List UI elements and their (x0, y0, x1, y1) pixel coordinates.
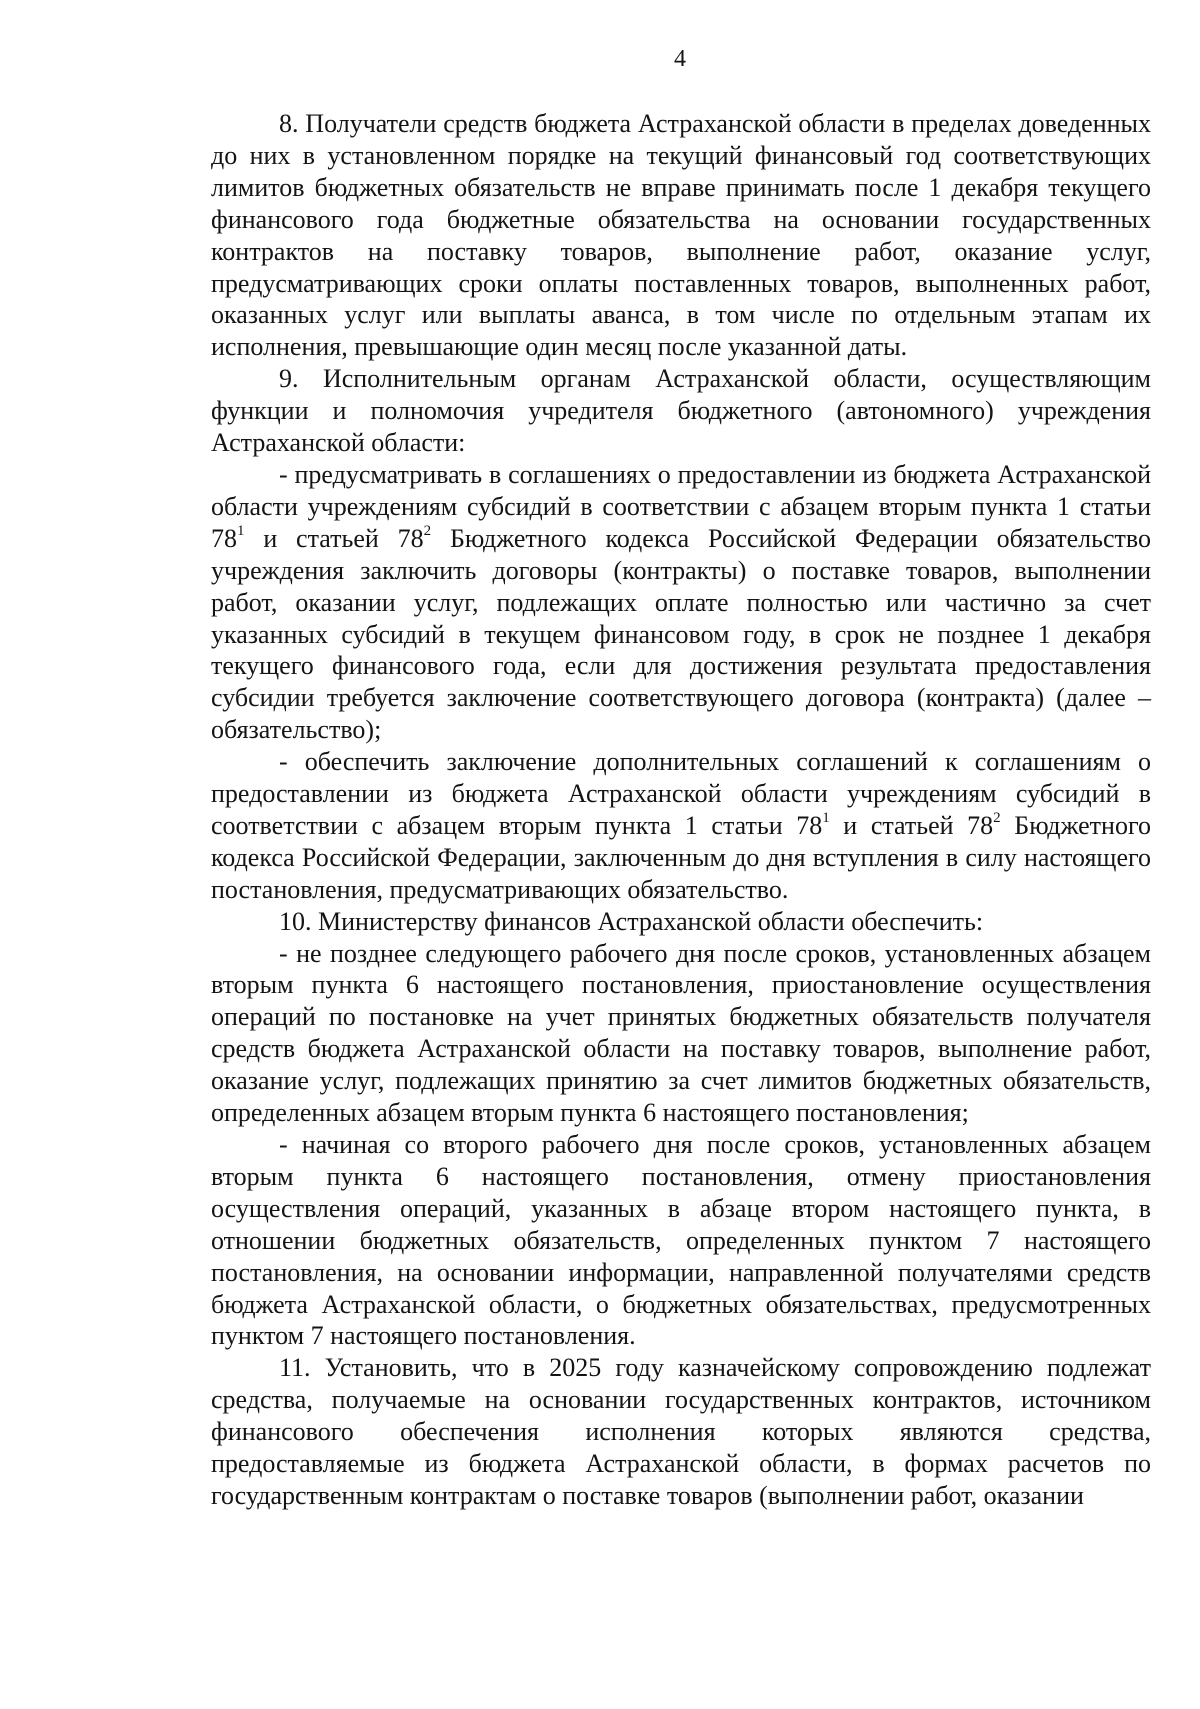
page-number: 4 (674, 46, 686, 72)
text-run: Бюджетного кодекса Российской Федерации обязательство учреждения заключить договоры (контракты) о поставке товаров, выполнении работ, оказании услуг, подлежащих оплате полностью или частично за счет указанных субсидий в текущем финансовом году, в срок не позднее 1 декабря текущего финансового года, если для достижения результата предоставления субсидии требуется заключение соответствующего договора (контракта) (далее – обязательство); (211, 523, 1151, 745)
superscript: 1 (237, 523, 245, 540)
superscript: 2 (423, 523, 432, 540)
text-run: - предусматривать в соглашениях о предоставлении из бюджета Астраханской области учреждениям субсидий в соответствии с абзацем вторым пункта 1 статьи 78 (211, 459, 1151, 553)
paragraph-9-item-2 (211, 746, 1151, 906)
text-run: Бюджетного кодекса Российской Федерации, заключенным до дня вступления в силу настоящего постановления, предусматривающих обязательство. (211, 810, 1151, 904)
paragraph-11: 11. Установить, что в 2025 году казначейскому сопровождению подлежат средства, получаемые на основании государственных контрактов, источником финансового обеспечения исполнения которых являются средства, предоставляемые из бюджета Астраханской области, в формах расчетов по государственным контрактам о поставке товаров (выполнении работ, оказании (211, 1353, 1151, 1510)
superscript: 2 (993, 810, 1001, 827)
paragraph-10-item-1: - не позднее следующего рабочего дня после сроков, установленных абзацем вторым пункта 6 настоящего постановления, приостановление осуществления операций по постановке на учет принятых бюджетных обязательств получателя средств бюджета Астраханской области на поставку товаров, выполнение работ, оказание услуг, подлежащих принятию за счет лимитов бюджетных обязательств, определенных абзацем вторым пункта 6 настоящего постановления; (211, 938, 1151, 1128)
document-body (211, 108, 1151, 1512)
text-run: и статьей 78 (244, 523, 424, 553)
paragraph-8: 8. Получатели средств бюджета Астраханской области в пределах доведенных до них в установленном порядке на текущий финансовый год соответствующих лимитов бюджетных обязательств не вправе принимать после 1 декабря текущего финансового года бюджетные обязательства на основании государственных контрактов на поставку товаров, выполнение работ, оказание услуг, предусматривающих сроки оплаты поставленных товаров, выполненных работ, оказанных услуг или выплаты аванса, в том числе по отдельным этапам их исполнения, превышающие один месяц после указанной даты. (211, 109, 1151, 362)
text-run: - обеспечить заключение дополнительных соглашений к соглашениям о предоставлении из бюджета Астраханской области учреждениям субсидий в соответствии с абзацем вторым пункта 1 статьи 78 (211, 747, 1151, 840)
superscript: 1 (822, 810, 830, 827)
paragraph-9: 9. Исполнительным органам Астраханской области, осуществляющим функции и полномочия учредителя бюджетного (автономного) учреждения Астраханской области: (211, 364, 1151, 458)
paragraph-9-item-1 (211, 459, 1151, 746)
text-run: и статьей 78 (829, 810, 994, 840)
paragraph-10-item-2: - начиная со второго рабочего дня после сроков, установленных абзацем вторым пункта 6 настоящего постановления, отмену приостановления осуществления операций, указанных в абзаце втором настоящего пункта, в отношении бюджетных обязательств, определенных пунктом 7 настоящего постановления, на основании информации, направленной получателями средств бюджета Астраханской области, о бюджетных обязательствах, предусмотренных пунктом 7 настоящего постановления. (211, 1130, 1151, 1351)
paragraph-10: 10. Министерству финансов Астраханской области обеспечить: (279, 906, 984, 936)
